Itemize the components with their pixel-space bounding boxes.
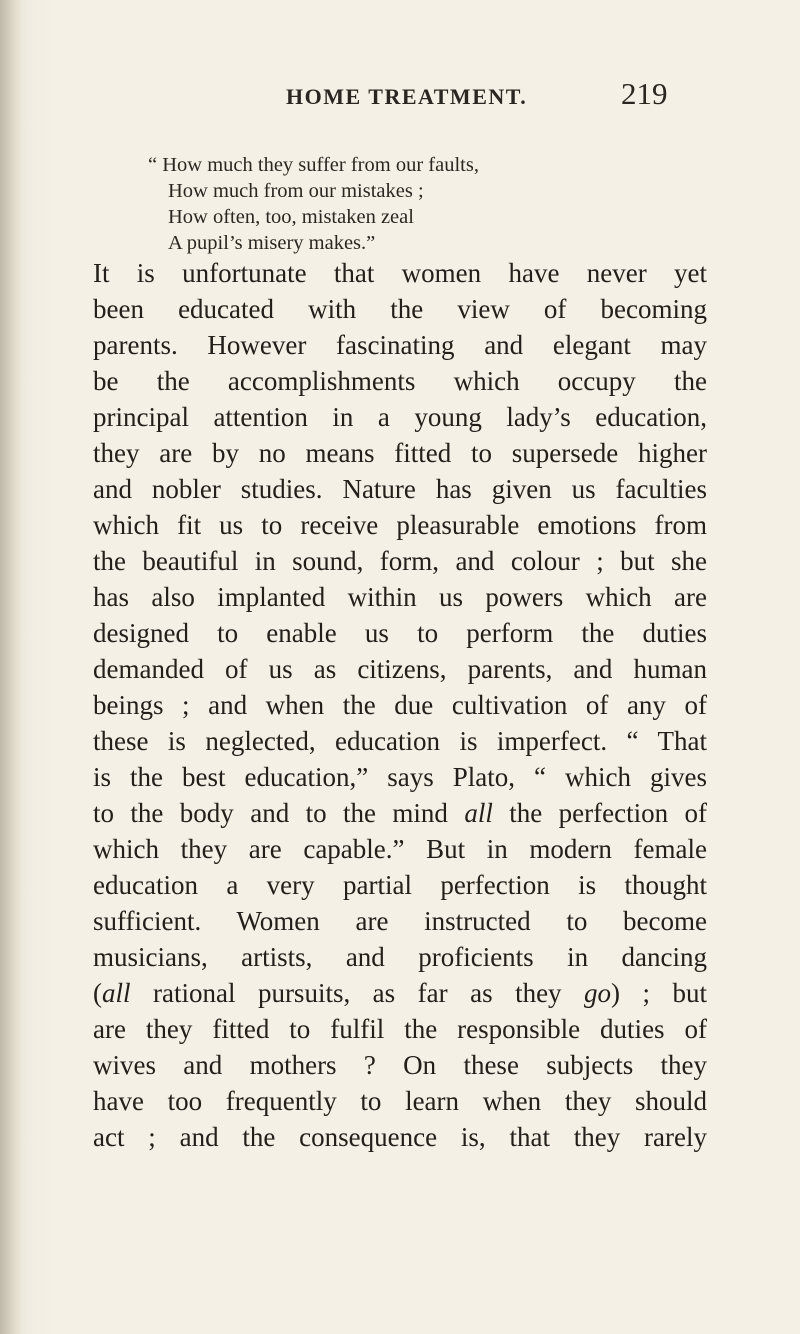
verse-line: A pupil’s misery makes.” — [168, 232, 376, 254]
italic-word: go — [584, 978, 612, 1008]
text-segment: ( — [93, 978, 102, 1008]
text-line: which fit us to receive pleasurable emotions from — [93, 510, 707, 540]
text-line: wives and mothers ? On these subjects they — [93, 1050, 707, 1080]
text-line: have too frequently to learn when they should — [93, 1086, 707, 1116]
text-line: beings ; and when the due cultivation of any of — [93, 690, 707, 720]
gutter-shadow — [0, 0, 22, 1334]
text-line: It is unfortunate that women have never yet — [93, 258, 707, 288]
text-line: the beautiful in sound, form, and colour ; but she — [93, 546, 707, 576]
text-line: these is neglected, education is imperfect. “ That — [93, 726, 707, 756]
text-line — [93, 795, 707, 831]
text-segment: to the body and to the mind — [93, 798, 448, 828]
text-line: are they fitted to fulfil the responsible duties of — [93, 1014, 707, 1044]
italic-word: all — [464, 798, 493, 828]
running-head — [0, 76, 800, 120]
verse-line: How much from our mistakes ; — [168, 180, 424, 202]
text-line: be the accomplishments which occupy the — [93, 366, 707, 396]
page-number: 219 — [621, 76, 668, 111]
text-line: musicians, artists, and proficients in dancing — [93, 942, 707, 972]
running-title: HOME TREATMENT. — [286, 84, 528, 109]
text-line: they are by no means fitted to supersede higher — [93, 438, 707, 468]
text-segment: the perfection of — [509, 798, 708, 828]
text-line: has also implanted within us powers which are — [93, 582, 707, 612]
text-line: is the best education,” says Plato, “ which gives — [93, 762, 707, 792]
text-line: principal attention in a young lady’s education, — [93, 402, 707, 432]
text-line: education a very partial perfection is thought — [93, 870, 707, 900]
text-segment: rational pursuits, as far as they — [153, 978, 562, 1008]
verse-line: “ How much they suffer from our faults, — [148, 154, 479, 176]
text-line: sufficient. Women are instructed to become — [93, 906, 707, 936]
text-line — [93, 975, 707, 1011]
text-segment: ) ; but — [611, 978, 708, 1008]
text-line: parents. However fascinating and elegant may — [93, 330, 707, 360]
text-line: designed to enable us to perform the duties — [93, 618, 707, 648]
text-line: and nobler studies. Nature has given us faculties — [93, 474, 707, 504]
italic-word: all — [102, 978, 131, 1008]
text-line: demanded of us as citizens, parents, and human — [93, 654, 707, 684]
text-line: which they are capable.” But in modern female — [93, 834, 707, 864]
text-line: act ; and the consequence is, that they rarely — [93, 1122, 707, 1152]
text-line: been educated with the view of becoming — [93, 294, 707, 324]
verse-line: How often, too, mistaken zeal — [168, 206, 414, 228]
